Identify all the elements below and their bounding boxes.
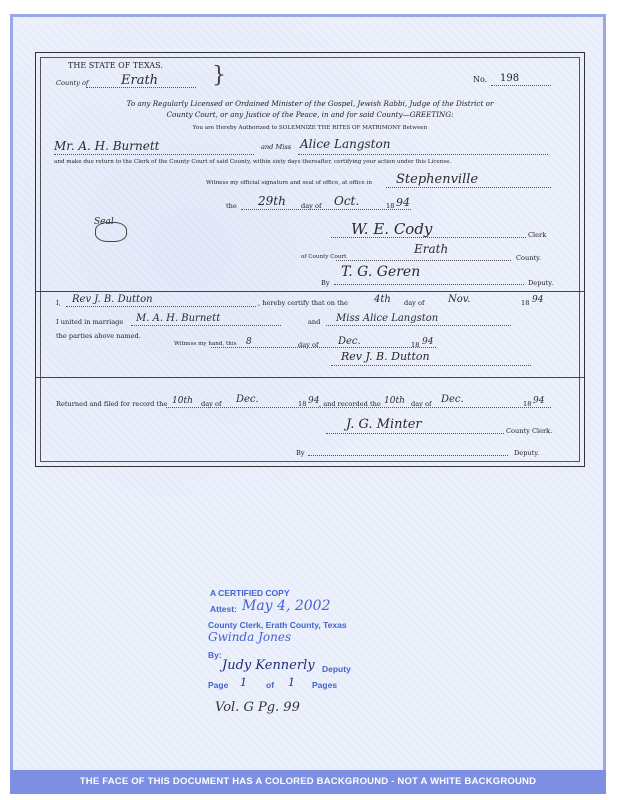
office-place: Stephenville (396, 172, 479, 187)
county-value: Erath (121, 73, 159, 88)
clerk-signature: W. E. Cody (351, 220, 433, 238)
county-court-value: Erath (414, 242, 449, 256)
state-heading: THE STATE OF TEXAS. (68, 61, 163, 70)
address-line-1: To any Regularly Licensed or Ordained Minister of the Gospel, Jewish Rabbi, Judge of the District or (126, 99, 494, 108)
attest-label: Attest: (210, 604, 237, 614)
month-value: Oct. (334, 194, 360, 208)
seal-outline (95, 222, 127, 242)
witness-day-of: day of (298, 341, 319, 349)
marriage-license-form (35, 52, 585, 467)
recorded-month: Dec. (441, 394, 464, 405)
united-label: I united in marriage (56, 318, 124, 326)
cert-signature: Rev J. B. Dutton (341, 350, 430, 363)
pages-label: Pages (312, 680, 338, 690)
recorded-label: , and recorded the (319, 400, 381, 408)
recorded-year-prefix: 18 (523, 400, 532, 408)
page-number: 1 (240, 676, 247, 689)
recorded-day: 10th (384, 396, 405, 406)
page-total: 1 (288, 676, 295, 689)
deputy-label: Deputy (322, 664, 351, 674)
county-suffix: County. (516, 254, 542, 262)
cert-and: and (308, 318, 321, 326)
cert-day-of: day of (404, 299, 425, 307)
cert-text: , hereby certify that on the (258, 299, 348, 307)
recorded-year: 94 (533, 396, 545, 406)
cert-bride: Miss Alice Langston (336, 313, 439, 324)
filing-by-label: By (296, 449, 305, 457)
groom-name: Mr. A. H. Burnett (54, 139, 160, 153)
clerk-name-signature: Gwinda Jones (208, 630, 292, 644)
returned-month: Dec. (236, 394, 259, 405)
clerk-line: County Clerk, Erath County, Texas (208, 620, 347, 630)
witness-text: Witness my official signature and seal of office, at office in (206, 180, 372, 186)
cert-year-prefix: 18 (521, 299, 530, 307)
volume-note: Vol. G Pg. 99 (215, 700, 300, 715)
page-label: Page (208, 680, 229, 690)
parties-text: the parties above named. (56, 332, 141, 340)
day-of-label: day of (301, 202, 322, 210)
of-label: of (266, 680, 275, 690)
cert-day: 4th (374, 294, 391, 305)
the-label: the (226, 202, 237, 210)
filing-clerk-signature: J. G. Minter (346, 417, 422, 432)
cert-month: Nov. (448, 294, 471, 305)
deputy-signature: T. G. Geren (341, 264, 421, 280)
address-line-2: County Court, or any Justice of the Peace, in and for said County—GREETING: (166, 110, 454, 119)
deputy-signature: Judy Kennerly (222, 658, 315, 673)
cert-groom: M. A. H. Burnett (136, 313, 221, 324)
cert-minister: Rev J. B. Dutton (72, 294, 153, 305)
returned-year-prefix: 18 (298, 400, 307, 408)
divider-2 (36, 377, 584, 378)
no-label: No. (473, 75, 488, 84)
county-court-label: of County Court (301, 254, 347, 260)
witness-year-prefix: 18 (411, 341, 420, 349)
brace: } (212, 63, 226, 88)
returned-label: Returned and filed for record the (56, 400, 168, 408)
returned-year: 94 (308, 396, 320, 406)
returned-day: 10th (172, 396, 193, 406)
divider-1 (36, 291, 584, 292)
witness-hand-label: Witness my hand, this (174, 341, 237, 347)
county-label: County of (56, 79, 89, 87)
witness-year: 94 (422, 337, 434, 347)
year-value: 94 (396, 196, 410, 209)
filing-deputy-label: Deputy. (514, 449, 540, 457)
clerk-label: Clerk (528, 231, 547, 239)
county-clerk-label: County Clerk. (506, 427, 553, 435)
witness-day: 8 (246, 337, 252, 347)
cert-i-label: I, (56, 299, 61, 307)
day-value: 29th (258, 194, 286, 208)
license-number: 198 (500, 73, 520, 84)
colored-background-banner: THE FACE OF THIS DOCUMENT HAS A COLORED BACKGROUND - NOT A WHITE BACKGROUND (10, 770, 606, 794)
by-label: By: (208, 650, 222, 660)
attest-date: May 4, 2002 (242, 598, 331, 614)
witness-month: Dec. (338, 336, 361, 347)
recorded-day-of: day of (411, 400, 432, 408)
return-text: and make due return to the Clerk of the County Court of said County, within sixty days thereafter, certifying your action under this License. (54, 159, 452, 165)
bride-name: Alice Langston (300, 137, 391, 151)
certified-title: A CERTIFIED COPY (210, 588, 290, 598)
authorize-line: You are Hereby Authorized to SOLEMNIZE THE RITES OF MATRIMONY Between (192, 125, 428, 131)
year-prefix: 18 (386, 202, 395, 210)
by-label: By (321, 279, 330, 287)
cert-year: 94 (532, 295, 544, 305)
deputy-label: Deputy. (528, 279, 554, 287)
and-miss-label: and Miss (261, 143, 292, 151)
seal-text: Seal (94, 217, 114, 227)
returned-day-of: day of (201, 400, 222, 408)
